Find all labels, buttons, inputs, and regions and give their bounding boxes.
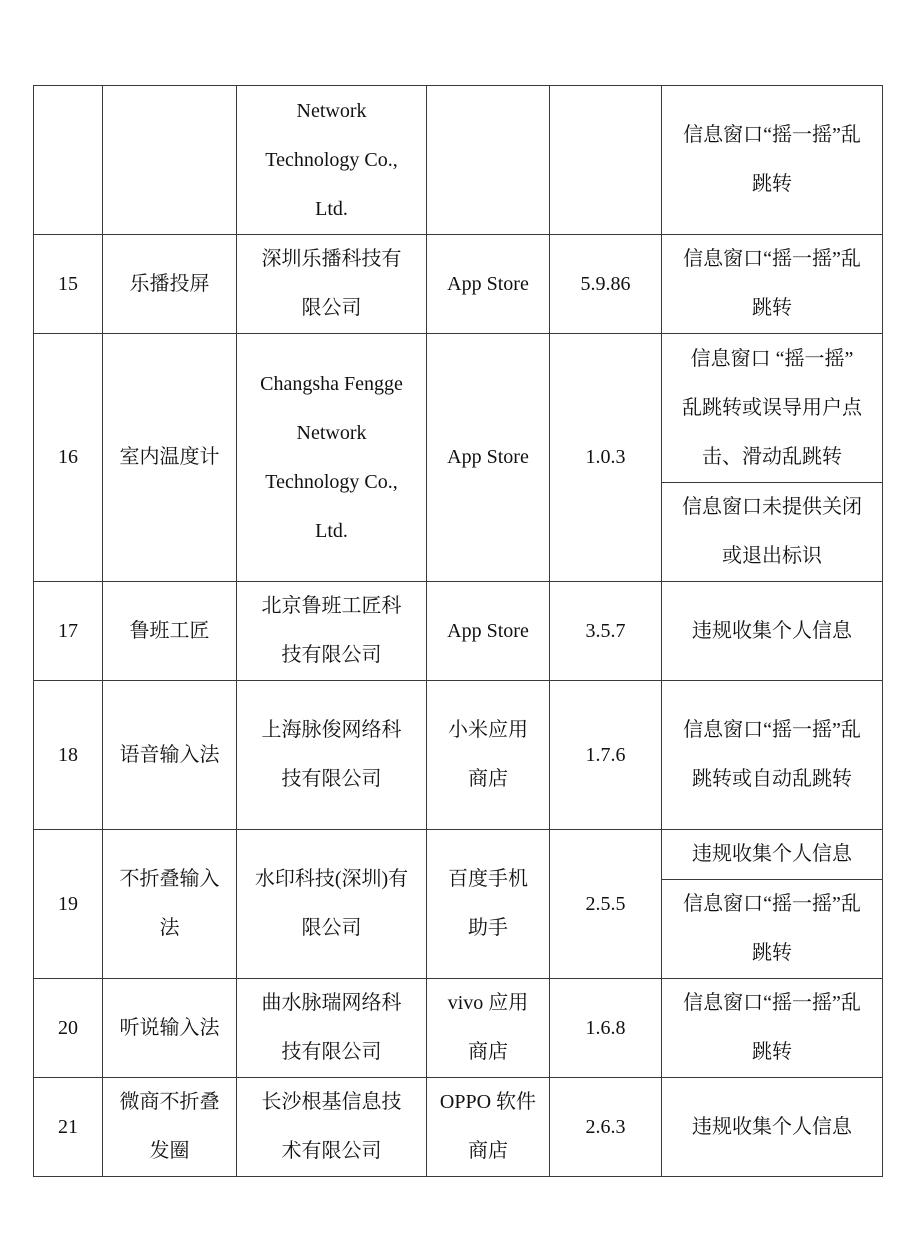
app-store-line: 助手 [468, 917, 508, 939]
app-version [550, 582, 662, 681]
developer [237, 235, 427, 334]
issue-line: 信息窗口“摇一摇”乱 [683, 719, 861, 741]
app-name [103, 334, 237, 582]
developer-line: 技有限公司 [281, 768, 382, 790]
row-number-text: 16 [58, 446, 78, 468]
table-row [34, 681, 883, 830]
developer-line: 水印科技(深圳)有 [254, 868, 409, 890]
issue [662, 1078, 883, 1177]
app-version-text: 1.6.8 [585, 1016, 626, 1039]
developer-line: 限公司 [301, 297, 362, 319]
app-name [103, 86, 237, 235]
issue-line: 信息窗口 “摇一摇” [690, 347, 854, 370]
app-name [103, 1078, 237, 1177]
developer [237, 681, 427, 830]
app-version-text: 1.7.6 [585, 743, 626, 766]
row-number-text: 19 [58, 892, 78, 915]
app-store [427, 1078, 550, 1177]
app-store [427, 334, 550, 582]
app-version [550, 334, 662, 582]
issue [662, 483, 883, 582]
developer [237, 334, 427, 582]
developer-line: Changsha Fengge [260, 372, 403, 395]
developer-line: 技有限公司 [281, 1041, 382, 1063]
issue-line: 跳转或自动乱跳转 [692, 768, 852, 790]
app-version-text: 2.6.3 [585, 1115, 626, 1138]
app-name [103, 830, 237, 979]
issue [662, 582, 883, 681]
app-store-line: App Store [447, 619, 529, 642]
table-body [34, 86, 883, 1177]
app-name-line: 微商不折叠 [119, 1091, 220, 1113]
app-name [103, 979, 237, 1078]
issue-line: 信息窗口未提供关闭 [682, 496, 862, 518]
table-row [34, 334, 883, 483]
app-version [550, 681, 662, 830]
issue-line: 违规收集个人信息 [692, 843, 852, 865]
table-row [34, 1078, 883, 1177]
app-store [427, 979, 550, 1078]
row-number [34, 979, 103, 1078]
row-number [34, 334, 103, 582]
app-store [427, 582, 550, 681]
app-violation-table [33, 85, 883, 1177]
row-number-text: 18 [58, 743, 78, 766]
table-row [34, 979, 883, 1078]
developer [237, 582, 427, 681]
app-name-line: 室内温度计 [119, 446, 220, 468]
app-store-line: App Store [447, 272, 529, 295]
developer-line: Technology Co., [265, 470, 398, 493]
app-version [550, 86, 662, 235]
row-number [34, 86, 103, 235]
app-name-line: 乐播投屏 [129, 272, 210, 295]
developer-line: Network [296, 99, 367, 122]
app-version-text: 2.5.5 [585, 892, 626, 915]
developer-line: 曲水脉瑞网络科 [261, 992, 402, 1014]
table-row [34, 582, 883, 681]
app-version-text: 1.0.3 [585, 446, 626, 468]
issue-line: 跳转 [752, 173, 792, 195]
table-row [34, 830, 883, 880]
app-version [550, 235, 662, 334]
developer-line: 北京鲁班工匠科 [261, 595, 402, 617]
issue [662, 681, 883, 830]
app-version-text: 5.9.86 [580, 272, 631, 295]
app-name-line: 发圈 [149, 1140, 190, 1162]
app-store-line: 商店 [468, 1140, 508, 1162]
developer-line: 术有限公司 [281, 1140, 382, 1162]
developer-line: Network [296, 421, 367, 444]
row-number [34, 582, 103, 681]
issue [662, 880, 883, 979]
app-store-line: 小米应用 [448, 719, 528, 741]
developer [237, 86, 427, 235]
row-number-text: 21 [58, 1115, 78, 1138]
app-name [103, 582, 237, 681]
developer-line: 限公司 [301, 917, 362, 939]
issue-line: 信息窗口“摇一摇”乱 [683, 124, 861, 146]
developer-line: Technology Co., [265, 148, 398, 171]
issue [662, 830, 883, 880]
row-number-text: 15 [58, 272, 78, 295]
app-store [427, 86, 550, 235]
issue [662, 86, 883, 235]
app-store-line: 商店 [468, 1041, 508, 1063]
row-number [34, 830, 103, 979]
app-store [427, 830, 550, 979]
app-store-line: OPPO 软件 [439, 1091, 537, 1113]
issue [662, 979, 883, 1078]
app-store-line: 百度手机 [448, 868, 528, 890]
app-version-text: 3.5.7 [585, 619, 626, 642]
developer-line: Ltd. [315, 519, 348, 542]
table-row [34, 86, 883, 235]
app-name-line: 法 [159, 917, 180, 939]
issue-line: 信息窗口“摇一摇”乱 [683, 893, 861, 915]
app-name-line: 不折叠输入 [119, 868, 220, 890]
issue-line: 跳转 [752, 942, 792, 964]
issue-line: 乱跳转或误导用户点 [682, 396, 862, 419]
app-store [427, 235, 550, 334]
row-number [34, 235, 103, 334]
developer [237, 830, 427, 979]
developer-line: 长沙根基信息技 [261, 1091, 402, 1113]
developer [237, 1078, 427, 1177]
app-store [427, 681, 550, 830]
app-version [550, 979, 662, 1078]
row-number [34, 681, 103, 830]
row-number [34, 1078, 103, 1177]
issue-line: 跳转 [752, 297, 792, 319]
issue [662, 334, 883, 483]
app-name-line: 语音输入法 [119, 743, 220, 766]
issue-line: 信息窗口“摇一摇”乱 [683, 992, 861, 1014]
app-name-line: 鲁班工匠 [129, 619, 210, 642]
app-store-line: vivo 应用 [447, 992, 529, 1014]
issue-line: 或退出标识 [722, 545, 822, 567]
app-name [103, 235, 237, 334]
row-number-text: 17 [58, 619, 78, 642]
issue-line: 违规收集个人信息 [692, 619, 852, 642]
issue-line: 击、滑动乱跳转 [702, 445, 842, 468]
app-store-line: 商店 [468, 768, 508, 790]
issue [662, 235, 883, 334]
developer-line: 深圳乐播科技有 [261, 248, 402, 270]
developer-line: Ltd. [315, 197, 348, 220]
issue-line: 跳转 [752, 1041, 792, 1063]
app-version [550, 830, 662, 979]
developer-line: 上海脉俊网络科 [261, 719, 402, 741]
issue-line: 信息窗口“摇一摇”乱 [683, 248, 861, 270]
developer-line: 技有限公司 [281, 644, 382, 666]
issue-line: 违规收集个人信息 [692, 1115, 852, 1138]
app-name-line: 听说输入法 [119, 1016, 220, 1039]
app-name [103, 681, 237, 830]
row-number-text: 20 [58, 1016, 78, 1039]
app-store-line: App Store [447, 446, 529, 468]
table-row [34, 235, 883, 334]
developer [237, 979, 427, 1078]
app-version [550, 1078, 662, 1177]
